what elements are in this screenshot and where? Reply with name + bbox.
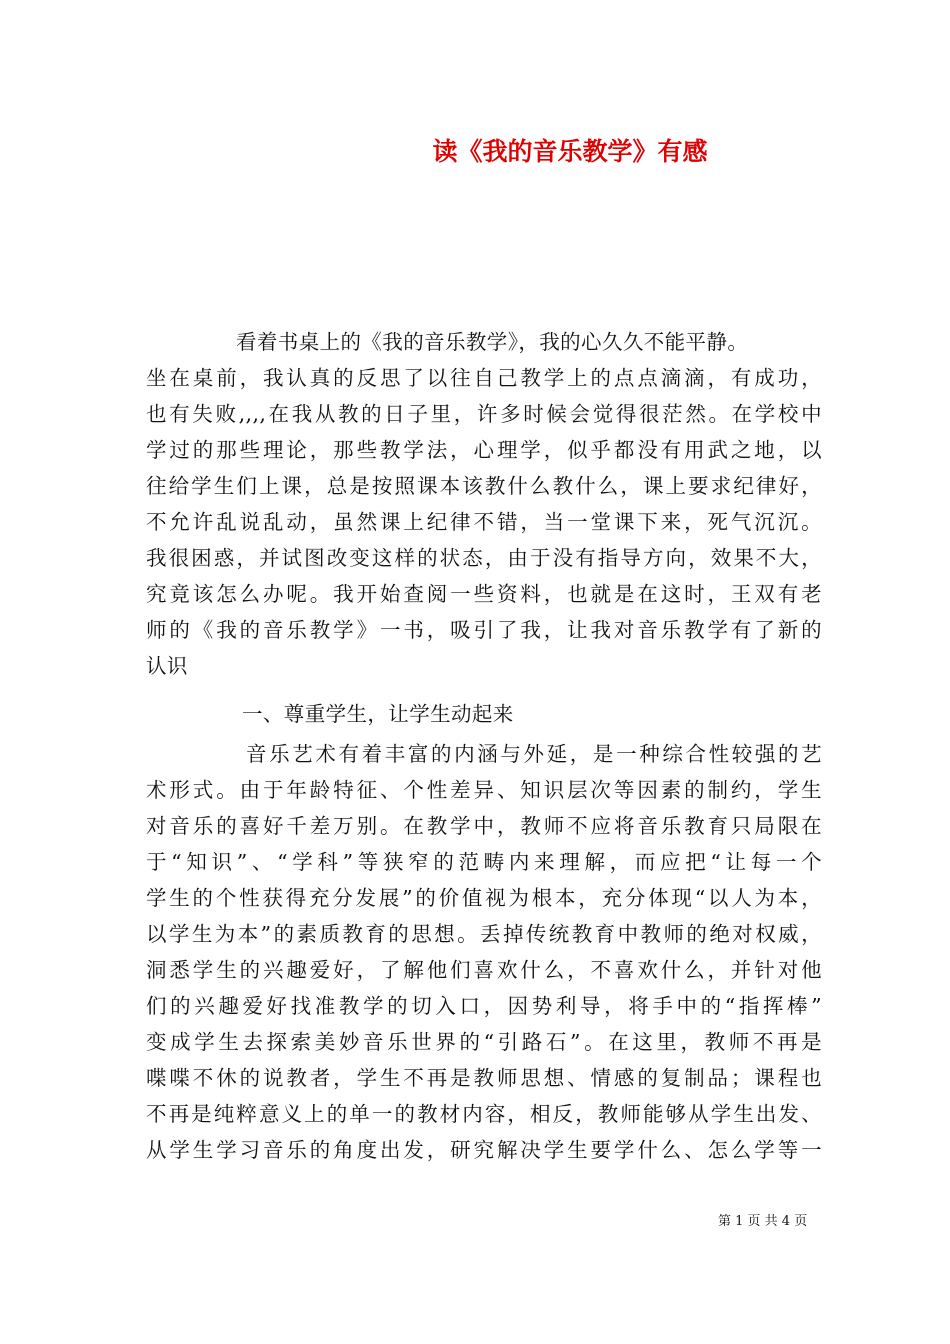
page-footer: 第 1 页 共 4 页 bbox=[718, 1214, 808, 1229]
paragraph-line: 变成学生去探索美妙音乐世界的“引路石”。在这里，教师不再是 bbox=[146, 1030, 822, 1054]
paragraph-line: 学过的那些理论，那些教学法，心理学，似乎都没有用武之地，以 bbox=[146, 438, 822, 462]
paragraph-line: 究竟该怎么办呢。我开始查阅一些资料，也就是在这时，王双有老 bbox=[146, 582, 822, 606]
paragraph-line: 音乐艺术有着丰富的内涵与外延，是一种综合性较强的艺 bbox=[246, 742, 822, 766]
paragraph-line: 学生的个性获得充分发展”的价值视为根本，充分体现“以人为本， bbox=[146, 886, 822, 910]
paragraph-line: 从学生学习音乐的角度出发，研究解决学生要学什么、怎么学等一 bbox=[146, 1138, 822, 1162]
paragraph-line: 不再是纯粹意义上的单一的教材内容，相反，教师能够从学生出发、 bbox=[146, 1102, 822, 1126]
paragraph-line: 洞悉学生的兴趣爱好，了解他们喜欢什么，不喜欢什么，并针对他 bbox=[146, 958, 822, 982]
document-title: 读《我的音乐教学》有感 bbox=[432, 137, 708, 166]
paragraph-line: 师的《我的音乐教学》一书，吸引了我，让我对音乐教学有了新的 bbox=[146, 618, 822, 642]
paragraph-line: 看着书桌上的《我的音乐教学》，我的心久久不能平静。 bbox=[236, 330, 749, 354]
paragraph-line: 往给学生们上课，总是按照课本该教什么教什么，课上要求纪律好， bbox=[146, 474, 822, 498]
paragraph-line: 坐在桌前，我认真的反思了以往自己教学上的点点滴滴，有成功， bbox=[146, 366, 822, 390]
paragraph-line: 我很困惑，并试图改变这样的状态，由于没有指导方向，效果不大， bbox=[146, 546, 822, 570]
paragraph-line: 也有失败,,,,在我从教的日子里，许多时候会觉得很茫然。在学校中 bbox=[146, 402, 822, 426]
section-heading: 一、尊重学生，让学生动起来 bbox=[242, 702, 514, 726]
paragraph-line: 对音乐的喜好千差万别。在教学中，教师不应将音乐教育只局限在 bbox=[146, 814, 822, 838]
paragraph-line: 不允许乱说乱动，虽然课上纪律不错，当一堂课下来，死气沉沉。 bbox=[146, 510, 822, 534]
paragraph-line: 术形式。由于年龄特征、个性差异、知识层次等因素的制约，学生 bbox=[146, 778, 822, 802]
paragraph-line: 认识 bbox=[146, 654, 188, 678]
paragraph-line: 以学生为本”的素质教育的思想。丢掉传统教育中教师的绝对权威， bbox=[146, 922, 822, 946]
paragraph-line: 喋喋不休的说教者，学生不再是教师思想、情感的复制品；课程也 bbox=[146, 1066, 822, 1090]
paragraph-line: 于“知识”、“学科”等狭窄的范畴内来理解，而应把“让每一个 bbox=[146, 850, 822, 874]
paragraph-line: 们的兴趣爱好找准教学的切入口，因势利导，将手中的“指挥棒” bbox=[146, 994, 822, 1018]
